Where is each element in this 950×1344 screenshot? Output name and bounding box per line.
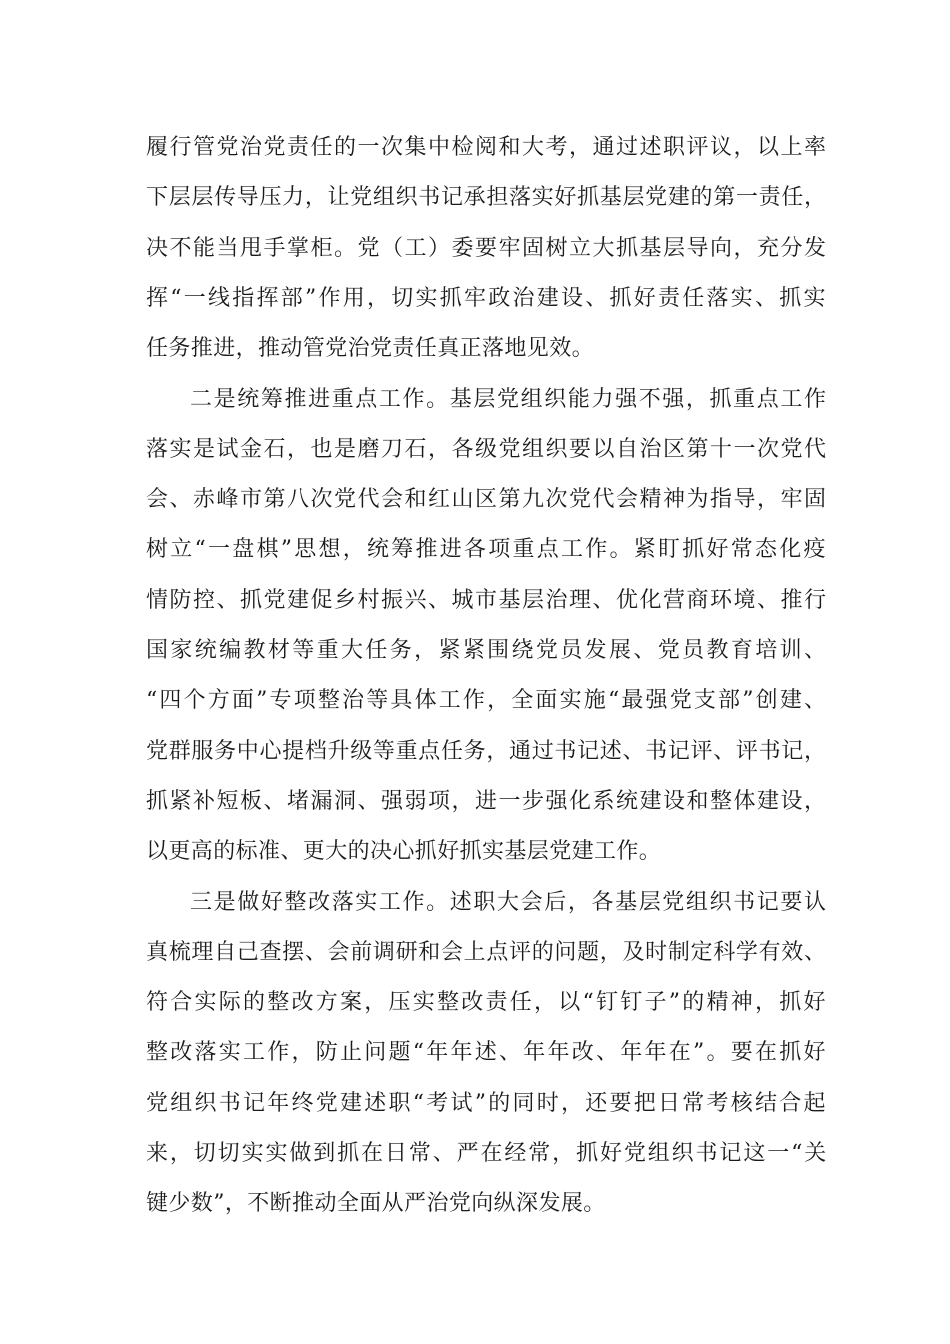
paragraph-2-line-3: 会、赤峰市第八次党代会和红山区第九次党代会精神为指导，牢固 bbox=[146, 487, 828, 513]
paragraph-2-line-1: 二是统筹推进重点工作。基层党组织能力强不强，抓重点工作 bbox=[190, 386, 828, 412]
paragraph-2-line-7: “四个方面”专项整治等具体工作，全面实施“最强党支部”创建、 bbox=[146, 688, 829, 714]
paragraph-2-line-6: 国家统编教材等重大任务，紧紧围绕党员发展、党员教育培训、 bbox=[146, 638, 829, 663]
paragraph-3-line-1: 三是做好整改落实工作。述职大会后，各基层党组织书记要认 bbox=[190, 889, 828, 915]
paragraph-2-line-8: 党群服务中心提档升级等重点任务，通过书记述、书记评、评书记， bbox=[146, 738, 827, 764]
paragraph-2-line-4: 树立“一盘棋”思想，统筹推进各项重点工作。紧盯抓好常态化疫 bbox=[146, 537, 828, 563]
paragraph-2-line-10: 以更高的标准、更大的决心抓好抓实基层党建工作。 bbox=[146, 839, 662, 865]
text-line-1: 履行管党治党责任的一次集中检阅和大考，通过述职评议，以上率 bbox=[146, 135, 828, 160]
paragraph-3-line-4: 整改落实工作，防止问题“年年述、年年改、年年在”。要在抓好 bbox=[146, 1040, 828, 1066]
paragraph-3-line-2: 真梳理自己查摆、会前调研和会上点评的问题，及时制定科学有效、 bbox=[146, 939, 827, 965]
paragraph-3-line-6: 来，切切实实做到抓在日常、严在经常，抓好党组织书记这一“关 bbox=[146, 1141, 829, 1166]
paragraph-2-line-9: 抓紧补短板、堵漏洞、强弱项，进一步强化系统建设和整体建设， bbox=[146, 788, 828, 814]
paragraph-3-line-5: 党组织书记年终党建述职“考试”的同时，还要把日常考核结合起 bbox=[146, 1090, 828, 1116]
paragraph-3-line-3: 符合实际的整改方案，压实整改责任，以“钉钉子”的精神，抓好 bbox=[146, 990, 828, 1016]
text-line-4: 挥“一线指挥部”作用，切实抓牢政治建设、抓好责任落实、抓实 bbox=[146, 285, 828, 311]
text-line-3: 决不能当甩手掌柜。党（工）委要牢固树立大抓基层导向，充分发 bbox=[146, 235, 828, 261]
text-line-5: 任务推进，推动管党治党责任真正落地见效。 bbox=[146, 336, 595, 362]
paragraph-3-line-7: 键少数”，不断推动全面从严治党向纵深发展。 bbox=[146, 1191, 606, 1217]
paragraph-2-line-2: 落实是试金石，也是磨刀石，各级党组织要以自治区第十一次党代 bbox=[146, 436, 828, 462]
paragraph-2-line-5: 情防控、抓党建促乡村振兴、城市基层治理、优化营商环境、推行 bbox=[146, 587, 828, 613]
text-line-2: 下层层传导压力，让党组织书记承担落实好抓基层党建的第一责任， bbox=[146, 185, 827, 211]
